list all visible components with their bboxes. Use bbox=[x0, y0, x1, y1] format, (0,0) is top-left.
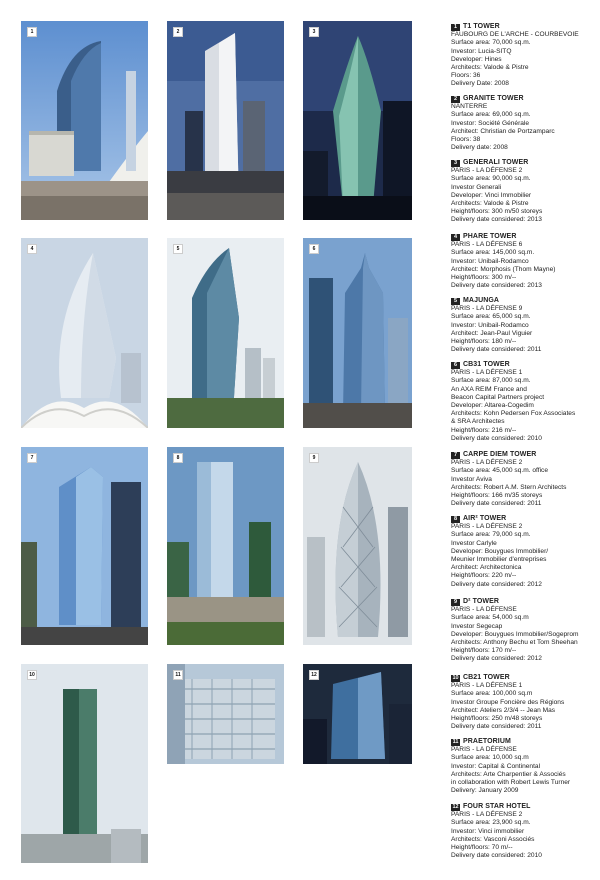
tower-info-10 bbox=[451, 674, 596, 731]
photo-number: 9 bbox=[309, 453, 319, 463]
info-line: Architects: Robert A.M. Stern Architects bbox=[451, 483, 567, 491]
info-line: Delivery date considered: 2012 bbox=[451, 580, 542, 588]
tower-info-3 bbox=[451, 159, 596, 225]
tower-number-badge: 3 bbox=[451, 160, 460, 167]
info-line: Developer: Vinci Immobilier bbox=[451, 191, 532, 199]
info-line: Beacon Capital Partners project bbox=[451, 393, 545, 401]
tower-number-badge: 6 bbox=[451, 362, 460, 369]
photo-granite-tower bbox=[167, 21, 284, 220]
info-line: Delivery date considered: 2010 bbox=[451, 434, 542, 442]
info-line: Developer: Bouygues Immobilier/ bbox=[451, 547, 549, 555]
info-line: Meunier Immobilier d'entreprises bbox=[451, 556, 547, 564]
photo-carpe-diem-tower bbox=[21, 447, 148, 645]
info-line: Height/floors: 170 m/-- bbox=[451, 647, 517, 655]
info-line: & SRA Architectes bbox=[451, 418, 505, 426]
tower-info-11 bbox=[451, 738, 596, 795]
info-line: Architect: Christian de Portzamparc bbox=[451, 127, 555, 135]
info-line: Architects: Valode & Pistre bbox=[451, 64, 529, 72]
photo-number: 8 bbox=[173, 453, 183, 463]
photo-number: 2 bbox=[173, 27, 183, 37]
info-line: Architect: Morphosis (Thom Mayne) bbox=[451, 265, 556, 273]
info-line: Floors: 36 bbox=[451, 72, 481, 80]
tower-title: AIR² TOWER bbox=[463, 515, 507, 522]
info-line: PARIS - LA DÉFENSE 1 bbox=[451, 682, 523, 690]
info-line: Investor Aviva bbox=[451, 475, 492, 483]
info-line: Delivery date considered: 2013 bbox=[451, 216, 542, 224]
tower-info-8 bbox=[451, 515, 596, 589]
info-line: Delivery date considered: 2013 bbox=[451, 282, 542, 290]
info-line: Height/floors: 300 m/-- bbox=[451, 274, 517, 282]
photo-number: 4 bbox=[27, 244, 37, 254]
tower-info-12 bbox=[451, 803, 596, 860]
photo-number: 6 bbox=[309, 244, 319, 254]
photo-number: 10 bbox=[27, 670, 37, 680]
info-line: Developer: Altarea-Cogedim bbox=[451, 402, 534, 410]
tower-number-badge: 1 bbox=[451, 24, 460, 31]
photo-number: 11 bbox=[173, 670, 183, 680]
info-line: Investor: Lucia-SITQ bbox=[451, 47, 512, 55]
info-line: Architects: Kohn Pedersen Fox Associates bbox=[451, 410, 576, 418]
info-line: Height/floors: 70 m/-- bbox=[451, 844, 513, 852]
info-line: PARIS - LA DÉFENSE 2 bbox=[451, 459, 523, 467]
info-line: Architects: Vasconi Associés bbox=[451, 835, 535, 843]
tower-title: CB21 TOWER bbox=[463, 674, 510, 681]
info-line: Surface area: 79,000 sq.m. bbox=[451, 531, 531, 539]
info-line: Investor: Unibail-Rodamco bbox=[451, 257, 529, 265]
info-line: Architect: Ateliers 2/3/4 -- Jean Mas bbox=[451, 706, 556, 714]
info-line: in collaboration with Robert Lewis Turner bbox=[451, 779, 571, 787]
photo-cb21-tower bbox=[21, 664, 148, 863]
info-line: Height/floors: 220 m/-- bbox=[451, 572, 517, 580]
tower-info-7 bbox=[451, 451, 596, 508]
info-line: PARIS - LA DÉFENSE 2 bbox=[451, 523, 523, 531]
info-line: Investor Groupe Foncière des Régions bbox=[451, 698, 565, 706]
tower-number-badge: 12 bbox=[452, 803, 459, 810]
tower-info-2 bbox=[451, 95, 596, 152]
info-line: Surface area: 90,000 sq.m. bbox=[451, 175, 531, 183]
photo-majunga bbox=[167, 238, 284, 428]
info-line: Developer: Hines bbox=[451, 55, 502, 63]
photo-number: 5 bbox=[173, 244, 183, 254]
info-line: Surface area: 10,000 sq.m bbox=[451, 754, 529, 762]
info-line: Surface area: 100,000 sq.m bbox=[451, 690, 533, 698]
tower-info-1 bbox=[451, 23, 596, 89]
info-line: Surface area: 69,000 sq.m. bbox=[451, 111, 531, 119]
tower-title: D² TOWER bbox=[463, 598, 500, 605]
photo-air2-tower bbox=[167, 447, 284, 645]
photo-number: 3 bbox=[309, 27, 319, 37]
info-line: An AXA REIM France and bbox=[451, 385, 527, 393]
info-line: Height/floors: 166 m/35 storeys bbox=[451, 492, 543, 500]
info-line: PARIS - LA DÉFENSE 6 bbox=[451, 241, 523, 249]
tower-title: MAJUNGA bbox=[463, 297, 500, 304]
info-line: PARIS - LA DÉFENSE 2 bbox=[451, 811, 523, 819]
tower-number-badge: 11 bbox=[452, 738, 459, 745]
info-line: Architects: Anthony Bechu et Tom Sheehan bbox=[451, 639, 578, 647]
tower-info-6 bbox=[451, 361, 596, 443]
info-line: Delivery date considered: 2011 bbox=[451, 723, 542, 731]
tower-title: GRANITE TOWER bbox=[463, 95, 524, 102]
info-line: Delivery date: 2008 bbox=[451, 144, 508, 152]
info-line: Floors: 38 bbox=[451, 136, 481, 144]
tower-title: FOUR STAR HOTEL bbox=[463, 803, 531, 810]
photo-praetorium bbox=[167, 664, 284, 764]
info-line: FAUBOURG DE L'ARCHE - COURBEVOIE bbox=[451, 31, 579, 39]
info-line: Height/floors: 180 m/-- bbox=[451, 338, 517, 346]
info-line: PARIS - LA DÉFENSE bbox=[451, 746, 517, 754]
info-line: Investor Carlyle bbox=[451, 539, 497, 547]
info-line: PARIS - LA DÉFENSE 9 bbox=[451, 305, 523, 313]
info-line: PARIS - LA DÉFENSE bbox=[451, 606, 517, 614]
info-line: Investor: Vinci immobilier bbox=[451, 827, 525, 835]
info-line: Delivery date considered: 2011 bbox=[451, 346, 542, 354]
photo-number: 12 bbox=[309, 670, 319, 680]
info-line: Delivery date considered: 2011 bbox=[451, 500, 542, 508]
info-line: Delivery Date: 2008 bbox=[451, 80, 509, 88]
info-line: Surface area: 23,900 sq.m. bbox=[451, 819, 531, 827]
tower-title: PRAETORIUM bbox=[463, 738, 511, 745]
info-line: Surface area: 70,000 sq.m. bbox=[451, 39, 531, 47]
info-line: Delivery date considered: 2010 bbox=[451, 852, 542, 860]
tower-title: PHARE TOWER bbox=[463, 233, 517, 240]
photo-number: 7 bbox=[27, 453, 37, 463]
photo-phare-tower bbox=[21, 238, 148, 428]
photo-d2-tower bbox=[303, 447, 412, 645]
tower-title: CARPE DIEM TOWER bbox=[463, 451, 537, 458]
tower-number-badge: 4 bbox=[451, 234, 460, 241]
info-line: Architect: Jean-Paul Viguier bbox=[451, 329, 533, 337]
tower-number-badge: 8 bbox=[451, 516, 460, 523]
tower-number-badge: 10 bbox=[452, 674, 459, 681]
info-line: Investor: Unibail-Rodamco bbox=[451, 321, 529, 329]
tower-number-badge: 9 bbox=[451, 599, 460, 606]
info-line: Architects: Valode & Pistre bbox=[451, 200, 529, 208]
info-line: Height/floors: 250 m/48 storeys bbox=[451, 715, 543, 723]
photo-four-star-hotel bbox=[303, 664, 412, 764]
info-line: PARIS - LA DÉFENSE 1 bbox=[451, 369, 523, 377]
photo-generali-tower bbox=[303, 21, 412, 220]
info-line: Investor Generali bbox=[451, 183, 502, 191]
info-line: Delivery: January 2009 bbox=[451, 787, 519, 795]
info-line: Height/floors: 216 m/-- bbox=[451, 426, 517, 434]
tower-number-badge: 5 bbox=[451, 298, 460, 305]
info-line: NANTERRE bbox=[451, 103, 488, 111]
photo-cb31-tower bbox=[303, 238, 412, 428]
info-line: Architects: Arte Charpentier & Associés bbox=[451, 770, 566, 778]
photo-t1-tower bbox=[21, 21, 148, 220]
tower-title: GENERALI TOWER bbox=[463, 159, 529, 166]
photo-number: 1 bbox=[27, 27, 37, 37]
tower-number-badge: 2 bbox=[451, 96, 460, 103]
tower-info-4 bbox=[451, 233, 596, 290]
tower-number-badge: 7 bbox=[451, 452, 460, 459]
info-line: Surface area: 145,000 sq.m. bbox=[451, 249, 535, 257]
tower-title: T1 TOWER bbox=[463, 23, 500, 30]
tower-info-5 bbox=[451, 297, 596, 354]
info-line: Surface area: 45,000 sq.m. office bbox=[451, 467, 549, 475]
info-line: Investor: Capital & Continental bbox=[451, 762, 541, 770]
info-line: Height/floors: 300 m/50 storeys bbox=[451, 208, 543, 216]
info-line: Surface area: 65,000 sq.m. bbox=[451, 313, 531, 321]
info-line: PARIS - LA DÉFENSE 2 bbox=[451, 167, 523, 175]
info-line: Investor: Société Générale bbox=[451, 119, 530, 127]
info-line: Surface area: 54,000 sq.m bbox=[451, 614, 529, 622]
info-line: Architect: Architectonica bbox=[451, 564, 522, 572]
info-line: Surface area: 87,000 sq.m. bbox=[451, 377, 531, 385]
info-line: Delivery date considered: 2012 bbox=[451, 655, 542, 663]
info-line: Developer: Bouygues Immobilier/Sogeprom bbox=[451, 630, 579, 638]
tower-info-9 bbox=[451, 598, 596, 664]
info-line: Investor Segecap bbox=[451, 622, 503, 630]
tower-title: CB31 TOWER bbox=[463, 361, 510, 368]
